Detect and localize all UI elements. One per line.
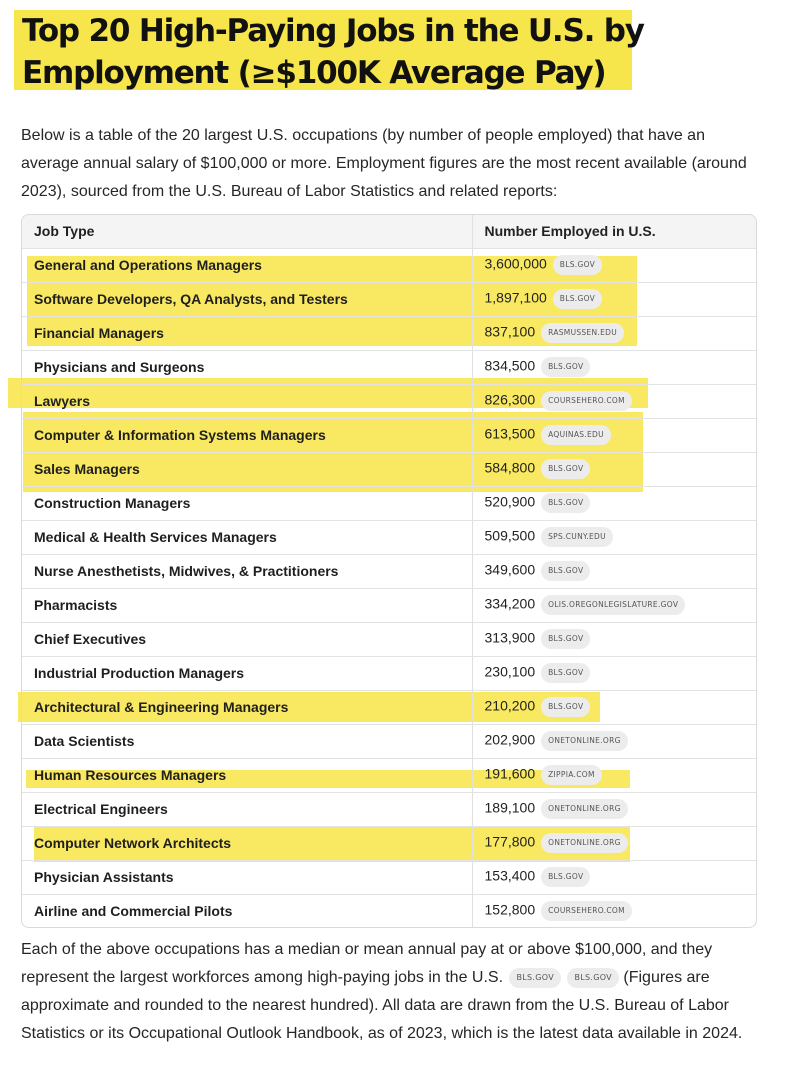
- job-type-cell: Nurse Anesthetists, Midwives, & Practitioners: [22, 554, 472, 588]
- employed-cell: [472, 860, 756, 894]
- employed-cell: [472, 690, 756, 724]
- table-row: [22, 486, 756, 520]
- table-row: [22, 282, 756, 316]
- employed-count: 613,500: [484, 425, 536, 442]
- employed-count: 826,300: [484, 391, 536, 408]
- source-badge[interactable]: SPS.CUNY.EDU: [541, 527, 613, 547]
- header-job-type: Job Type: [22, 215, 472, 248]
- table-row: [22, 418, 756, 452]
- source-badge[interactable]: RASMUSSEN.EDU: [541, 323, 624, 343]
- job-type-cell: Computer & Information Systems Managers: [22, 418, 472, 452]
- employed-count: 509,500: [484, 527, 536, 544]
- source-badge[interactable]: BLS.GOV: [541, 561, 590, 581]
- employed-count: 1,897,100: [484, 289, 547, 306]
- employed-count: 153,400: [484, 867, 536, 884]
- job-type-cell: Physician Assistants: [22, 860, 472, 894]
- employed-count: 191,600: [484, 765, 536, 782]
- job-type-cell: Pharmacists: [22, 588, 472, 622]
- employed-count: 334,200: [484, 595, 536, 612]
- employed-count: 834,500: [484, 357, 536, 374]
- table-row: [22, 384, 756, 418]
- employed-cell: [472, 282, 756, 316]
- employed-count: 520,900: [484, 493, 536, 510]
- source-badge[interactable]: ZIPPIA.COM: [541, 765, 602, 785]
- job-type-cell: Architectural & Engineering Managers: [22, 690, 472, 724]
- table-row: [22, 554, 756, 588]
- source-badge[interactable]: BLS.GOV: [541, 629, 590, 649]
- employed-count: 152,800: [484, 901, 536, 918]
- job-type-cell: Medical & Health Services Managers: [22, 520, 472, 554]
- employed-count: 210,200: [484, 697, 536, 714]
- table-row: [22, 792, 756, 826]
- job-type-cell: Computer Network Architects: [22, 826, 472, 860]
- job-type-cell: Sales Managers: [22, 452, 472, 486]
- table-header-row: [22, 215, 756, 248]
- table-row: [22, 520, 756, 554]
- employed-cell: [472, 418, 756, 452]
- employed-count: 202,900: [484, 731, 536, 748]
- outro-text-2: (Figures are approximate and rounded to the nearest hundred). All data are drawn from the U.S. Bureau of Labor Statistics or its Occupational Outlook Handbook, as of 2023, which is the latest data available in 2024.: [21, 969, 743, 1042]
- table-row: [22, 826, 756, 860]
- employed-cell: [472, 554, 756, 588]
- employed-cell: [472, 248, 756, 282]
- employed-cell: [472, 894, 756, 928]
- employed-cell: [472, 350, 756, 384]
- source-badge[interactable]: BLS.GOV: [541, 357, 590, 377]
- employed-count: 177,800: [484, 833, 536, 850]
- table-row: [22, 350, 756, 384]
- source-badge[interactable]: OLIS.OREGONLEGISLATURE.GOV: [541, 595, 685, 615]
- source-badge[interactable]: BLS.GOV: [541, 459, 590, 479]
- job-type-cell: Financial Managers: [22, 316, 472, 350]
- source-badge[interactable]: ONETONLINE.ORG: [541, 833, 628, 853]
- table-row: [22, 316, 756, 350]
- table-row: [22, 724, 756, 758]
- source-badge[interactable]: BLS.GOV: [541, 493, 590, 513]
- header-number-employed: Number Employed in U.S.: [472, 215, 756, 248]
- employed-cell: [472, 520, 756, 554]
- outro-text-1: Each of the above occupations has a median or mean annual pay at or above $100,000, and they represent the largest workforces among high-paying jobs in the U.S.: [21, 941, 713, 986]
- employed-count: 349,600: [484, 561, 536, 578]
- job-type-cell: Data Scientists: [22, 724, 472, 758]
- job-type-cell: Software Developers, QA Analysts, and Testers: [22, 282, 472, 316]
- table-row: [22, 758, 756, 792]
- employed-cell: [472, 622, 756, 656]
- employed-cell: [472, 384, 756, 418]
- table-row: [22, 622, 756, 656]
- table-row: [22, 248, 756, 282]
- table-row: [22, 656, 756, 690]
- source-badge[interactable]: BLS.GOV: [541, 867, 590, 887]
- employed-cell: [472, 792, 756, 826]
- page-title: Top 20 High-Paying Jobs in the U.S. by Employment (≥$100K Average Pay): [22, 13, 644, 91]
- job-type-cell: Lawyers: [22, 384, 472, 418]
- employed-cell: [472, 316, 756, 350]
- table-row: [22, 588, 756, 622]
- source-badge[interactable]: COURSEHERO.COM: [541, 391, 632, 411]
- table-row: [22, 690, 756, 724]
- source-badge[interactable]: ONETONLINE.ORG: [541, 799, 628, 819]
- employed-cell: [472, 758, 756, 792]
- table-row: [22, 860, 756, 894]
- job-type-cell: Physicians and Surgeons: [22, 350, 472, 384]
- jobs-table: [21, 214, 757, 928]
- source-badge[interactable]: BLS.GOV: [509, 968, 561, 988]
- source-badge[interactable]: ONETONLINE.ORG: [541, 731, 628, 751]
- source-badge[interactable]: BLS.GOV: [541, 663, 590, 683]
- job-type-cell: Construction Managers: [22, 486, 472, 520]
- source-badge[interactable]: COURSEHERO.COM: [541, 901, 632, 921]
- job-type-cell: Airline and Commercial Pilots: [22, 894, 472, 928]
- source-badge[interactable]: BLS.GOV: [553, 255, 602, 275]
- employed-cell: [472, 656, 756, 690]
- job-type-cell: Chief Executives: [22, 622, 472, 656]
- source-badge[interactable]: AQUINAS.EDU: [541, 425, 611, 445]
- source-badge[interactable]: BLS.GOV: [541, 697, 590, 717]
- employed-count: 313,900: [484, 629, 536, 646]
- table-row: [22, 452, 756, 486]
- job-type-cell: General and Operations Managers: [22, 248, 472, 282]
- employed-cell: [472, 486, 756, 520]
- outro-paragraph: [21, 936, 766, 1048]
- employed-count: 584,800: [484, 459, 536, 476]
- employed-count: 3,600,000: [484, 255, 547, 272]
- employed-count: 189,100: [484, 799, 536, 816]
- source-badge[interactable]: BLS.GOV: [567, 968, 619, 988]
- table-row: [22, 894, 756, 928]
- employed-cell: [472, 724, 756, 758]
- employed-cell: [472, 826, 756, 860]
- job-type-cell: Industrial Production Managers: [22, 656, 472, 690]
- employed-cell: [472, 588, 756, 622]
- employed-count: 837,100: [484, 323, 536, 340]
- source-badge[interactable]: BLS.GOV: [553, 289, 602, 309]
- job-type-cell: Electrical Engineers: [22, 792, 472, 826]
- employed-count: 230,100: [484, 663, 536, 680]
- employed-cell: [472, 452, 756, 486]
- job-type-cell: Human Resources Managers: [22, 758, 472, 792]
- intro-paragraph: Below is a table of the 20 largest U.S. occupations (by number of people employed) that have an average annual salary of $100,000 or more. Employment figures are the most recent available (around 2023), sourced from the U.S. Bureau of Labor Statistics and related reports:: [21, 127, 747, 200]
